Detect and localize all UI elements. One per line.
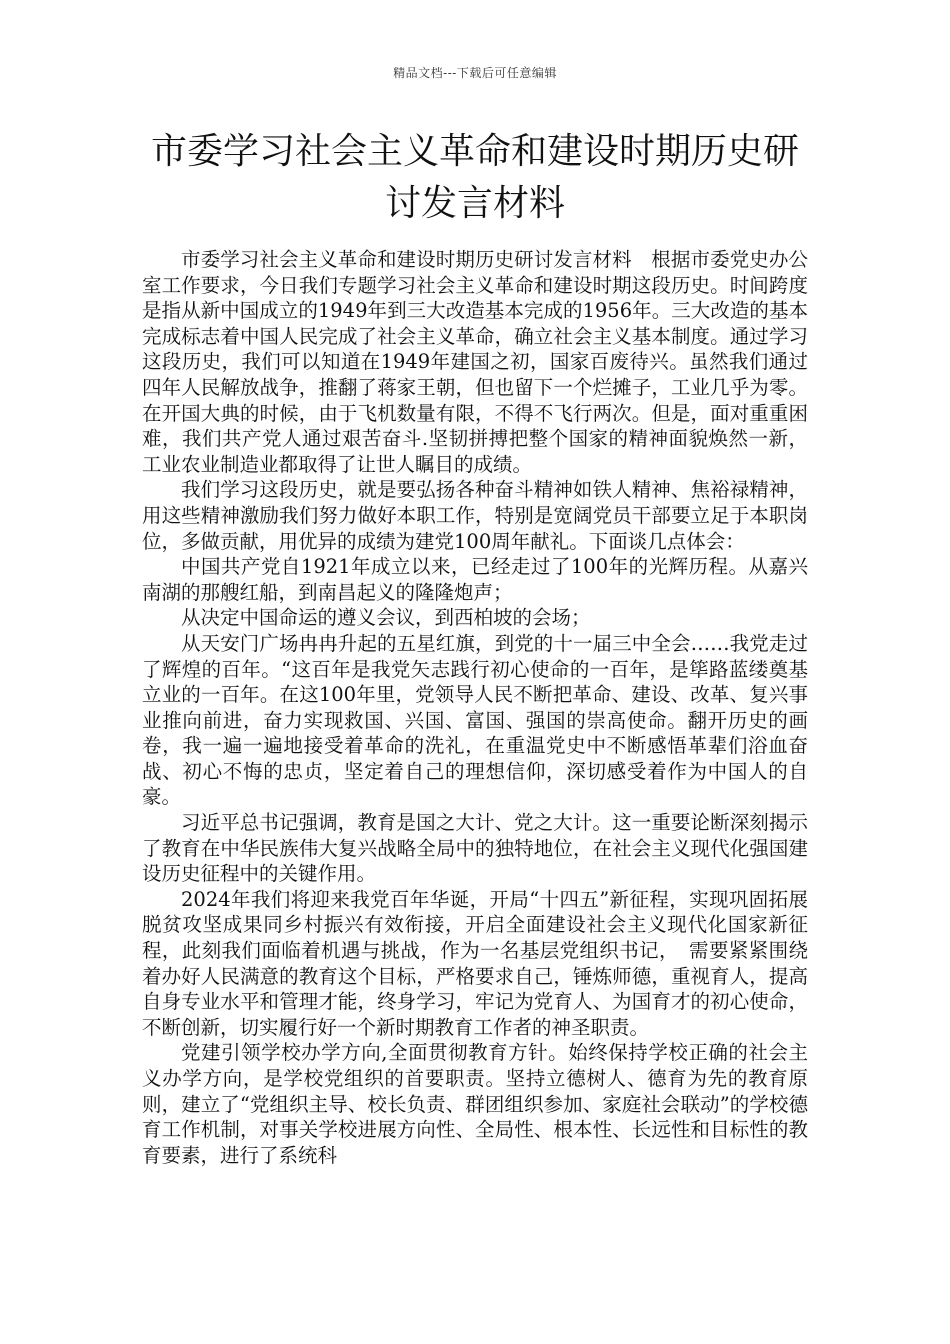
page-header: 精品文档---下载后可任意编辑 (393, 66, 557, 80)
document-body (142, 247, 808, 1168)
paragraph-7: 2024年我们将迎来我党百年华诞，开局“十四五”新征程，实现巩固拓展脱贫攻坚成果同乡村振兴有效衔接，开启全面建设社会主义现代化国家新征程，此刻我们面临着机遇与挑战，作为一名基层党组织书记， 需要紧紧围绕着办好人民满意的教育这个目标，严格要求自己，锤炼师德，重视育人，提高自身专业水平和管理才能，终身学习，牢记为党育人、为国育才的初心使命，不断创新，切实履行好一个新时期教育工作者的神圣职责。 (142, 887, 808, 1039)
paragraph-8: 党建引领学校办学方向,全面贯彻教育方针。始终保持学校正确的社会主义办学方向，是学校党组织的首要职责。坚持立德树人、德育为先的教育原则，建立了“党组织主导、校长负责、群团组织参加、家庭社会联动”的学校德育工作机制，对事关学校进展方向性、全局性、根本性、长远性和目标性的教育要素，进行了系统科 (142, 1041, 808, 1167)
paragraph-1: 市委学习社会主义革命和建设时期历史研讨发言材料 根据市委党史办公室工作要求，今日我们专题学习社会主义革命和建设时期这段历史。时间跨度是指从新中国成立的1949年到三大改造基本完成的1956年。三大改造的基本完成标志着中国人民完成了社会主义革命，确立社会主义基本制度。通过学习这段历史，我们可以知道在1949年建国之初，国家百废待兴。虽然我们通过四年人民解放战争，推翻了蒋家王朝，但也留下一个烂摊子，工业几乎为零。在开国大典的时候，由于飞机数量有限，不得不飞行两次。但是，面对重重困难，我们共产党人通过艰苦奋斗.坚韧拼搏把整个国家的精神面貌焕然一新，工业农业制造业都取得了让世人瞩目的成绩。 (142, 248, 808, 476)
paragraph-6: 习近平总书记强调，教育是国之大计、党之大计。这一重要论断深刻揭示了教育在中华民族伟大复兴战略全局中的独特地位，在社会主义现代化强国建设历史征程中的关键作用。 (142, 811, 808, 886)
paragraph-3: 中国共产党自1921年成立以来，已经走过了100年的光辉历程。从嘉兴南湖的那艘红船，到南昌起义的隆隆炮声； (142, 555, 808, 604)
paragraph-4: 从决定中国命运的遵义会议，到西柏坡的会场； (181, 606, 591, 630)
paragraph-2: 我们学习这段历史，就是要弘扬各种奋斗精神如铁人精神、焦裕禄精神，用这些精神激励我们努力做好本职工作，特别是宽阔党员干部要立足于本职岗位，多做贡献，用优异的成绩为建党100周年献礼。下面谈几点体会： (142, 478, 808, 553)
document-title: 市委学习社会主义革命和建设时期历史研讨发言材料 (150, 131, 799, 224)
paragraph-5: 从天安门广场冉冉升起的五星红旗，到党的十一届三中全会……我党走过了辉煌的百年。“这百年是我党矢志践行初心使命的一百年，是筚路蓝缕奠基立业的一百年。在这100年里，党领导人民不断把革命、建设、改革、复兴事业推向前进，奋力实现救国、兴国、富国、强国的崇高使命。翻开历史的画卷，我一遍一遍地接受着革命的洗礼，在重温党史中不断感悟革辈们浴血奋战、初心不悔的忠贞，坚定着自己的理想信仰，深切感受着作为中国人的自豪。 (142, 631, 808, 809)
